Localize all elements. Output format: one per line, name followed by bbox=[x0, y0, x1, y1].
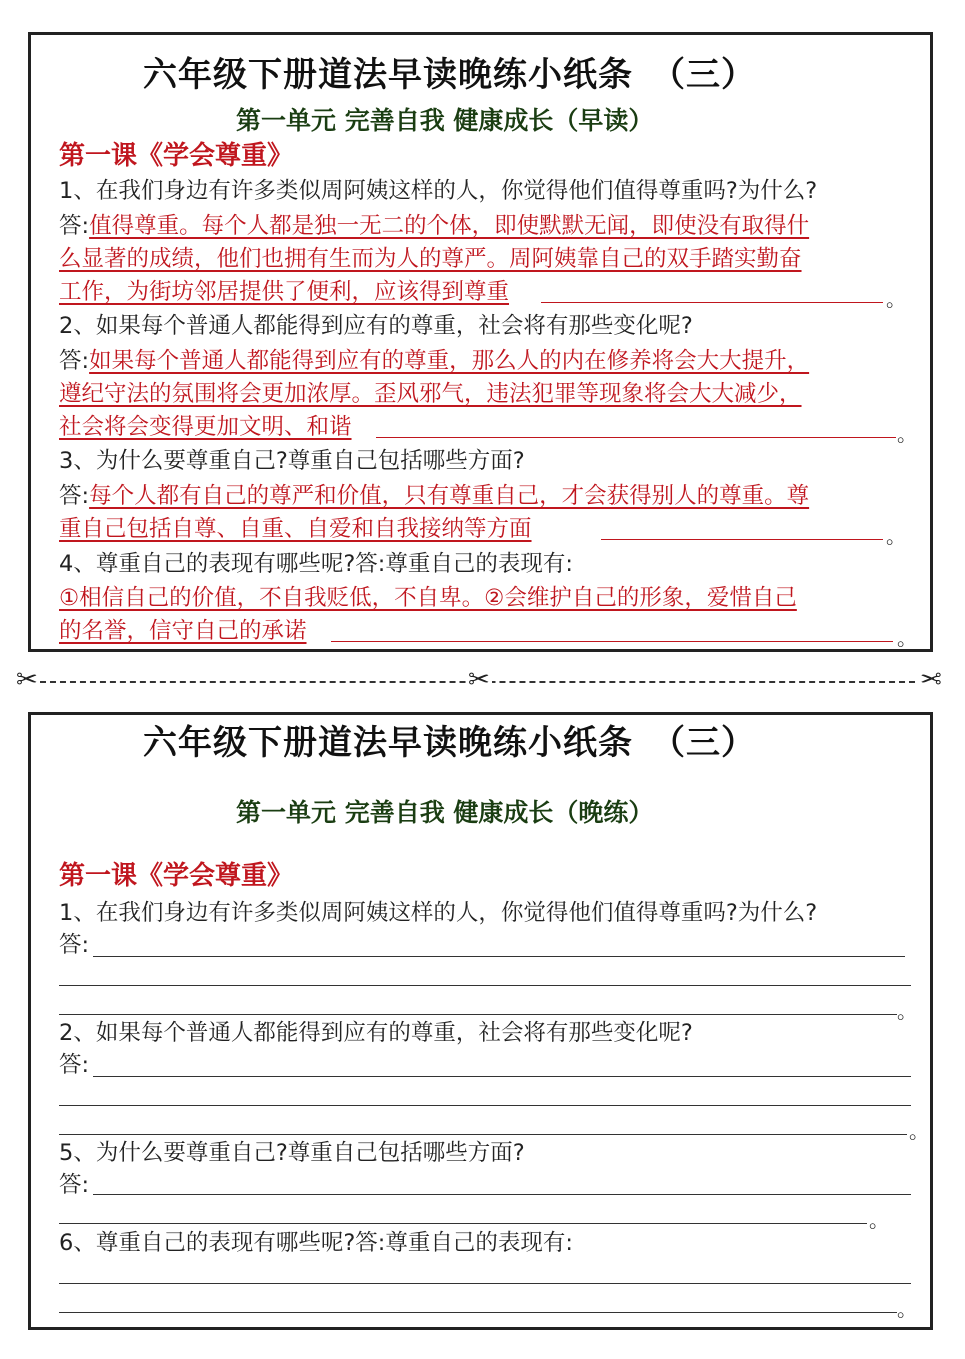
answer-blank[interactable] bbox=[59, 1312, 897, 1313]
answer-blank[interactable] bbox=[59, 985, 911, 986]
answer-text: 么显著的成绩，他们也拥有生而为人的尊严。周阿姨靠自己的双手踏实勤奋 bbox=[59, 246, 802, 272]
answer-underline bbox=[331, 641, 893, 642]
answer-text: 重自己包括自尊、自重、自爱和自我接纳等方面 bbox=[59, 516, 532, 542]
period-mark: 。 bbox=[886, 287, 906, 311]
unit-title: 第一单元 完善自我 健康成长（早读） bbox=[236, 106, 654, 135]
question-4: 4、尊重自己的表现有哪些呢?答:尊重自己的表现有: bbox=[59, 551, 573, 577]
answer-blank[interactable] bbox=[93, 956, 905, 957]
question-2: 2、如果每个普通人都能得到应有的尊重，社会将有那些变化呢? bbox=[59, 313, 693, 339]
answer-text: 每个人都有自己的尊严和价值，只有尊重自己，才会获得别人的尊重。尊 bbox=[89, 483, 810, 509]
answer-2-line-3 bbox=[59, 409, 352, 441]
lesson-title: 第一课《学会尊重》 bbox=[59, 861, 294, 891]
period-mark: 。 bbox=[897, 999, 917, 1023]
question-3: 3、为什么要尊重自己?尊重自己包括哪些方面? bbox=[59, 448, 525, 474]
answer-label: 答: bbox=[59, 1172, 90, 1198]
answer-text: 工作，为街坊邻居提供了便利，应该得到尊重 bbox=[59, 279, 510, 305]
scissors-icon: ✂ bbox=[468, 665, 490, 695]
answer-1-line-3 bbox=[59, 274, 509, 306]
scissors-icon: ✂ bbox=[16, 665, 38, 695]
lesson-title: 第一课《学会尊重》 bbox=[59, 141, 294, 171]
answer-label: 答: bbox=[59, 1052, 90, 1078]
answer-blank[interactable] bbox=[93, 1076, 911, 1077]
answer-4-line-1 bbox=[59, 580, 797, 612]
answer-underline bbox=[601, 539, 883, 540]
answer-3-line-2 bbox=[59, 511, 532, 543]
page-title: 六年级下册道法早读晚练小纸条 （三） bbox=[143, 55, 756, 95]
question-2: 2、如果每个普通人都能得到应有的尊重，社会将有那些变化呢? bbox=[59, 1020, 693, 1046]
answer-label: 答: bbox=[59, 932, 90, 958]
answer-2-line-1 bbox=[59, 343, 809, 375]
answer-underline bbox=[541, 302, 883, 303]
period-mark: 。 bbox=[909, 1119, 929, 1143]
answer-text: 遵纪守法的氛围将会更加浓厚。歪风邪气，违法犯罪等现象将会大大减少， bbox=[59, 381, 802, 407]
answer-text: 社会将会变得更加文明、和谐 bbox=[59, 414, 352, 440]
morning-reading-card bbox=[28, 32, 933, 652]
period-mark: 。 bbox=[897, 422, 917, 446]
answer-4-line-2 bbox=[59, 613, 307, 645]
answer-text: 值得尊重。每个人都是独一无二的个体，即使默默无闻，即使没有取得什 bbox=[89, 213, 810, 239]
answer-underline bbox=[376, 437, 896, 438]
evening-practice-card bbox=[28, 712, 933, 1330]
answer-blank[interactable] bbox=[93, 1194, 911, 1195]
answer-3-line-1 bbox=[59, 478, 809, 510]
answer-text: 如果每个普通人都能得到应有的尊重，那么人的内在修养将会大大提升， bbox=[89, 348, 810, 374]
answer-blank[interactable] bbox=[59, 1283, 911, 1284]
period-mark: 。 bbox=[869, 1208, 889, 1232]
answer-blank[interactable] bbox=[59, 1105, 911, 1106]
answer-1-line-2 bbox=[59, 241, 802, 273]
question-6: 6、尊重自己的表现有哪些呢?答:尊重自己的表现有: bbox=[59, 1230, 573, 1256]
answer-label: 答: bbox=[59, 213, 90, 239]
answer-text: ①相信自己的价值，不自我贬低，不自卑。②会维护自己的形象，爱惜自己 bbox=[59, 585, 797, 611]
period-mark: 。 bbox=[897, 626, 917, 650]
answer-1-line-1 bbox=[59, 208, 809, 240]
page-title: 六年级下册道法早读晚练小纸条 （三） bbox=[143, 723, 756, 763]
question-5: 5、为什么要尊重自己?尊重自己包括哪些方面? bbox=[59, 1140, 525, 1166]
answer-label: 答: bbox=[59, 348, 90, 374]
period-mark: 。 bbox=[897, 1297, 917, 1321]
question-1: 1、在我们身边有许多类似周阿姨这样的人，你觉得他们值得尊重吗?为什么? bbox=[59, 178, 818, 204]
question-1: 1、在我们身边有许多类似周阿姨这样的人，你觉得他们值得尊重吗?为什么? bbox=[59, 900, 818, 926]
answer-text: 的名誉，信守自己的承诺 bbox=[59, 618, 307, 644]
scissors-icon: ✂ bbox=[920, 665, 942, 695]
unit-title: 第一单元 完善自我 健康成长（晚练） bbox=[236, 798, 654, 827]
answer-2-line-2 bbox=[59, 376, 802, 408]
answer-label: 答: bbox=[59, 483, 90, 509]
answer-blank[interactable] bbox=[59, 1223, 867, 1224]
period-mark: 。 bbox=[886, 524, 906, 548]
